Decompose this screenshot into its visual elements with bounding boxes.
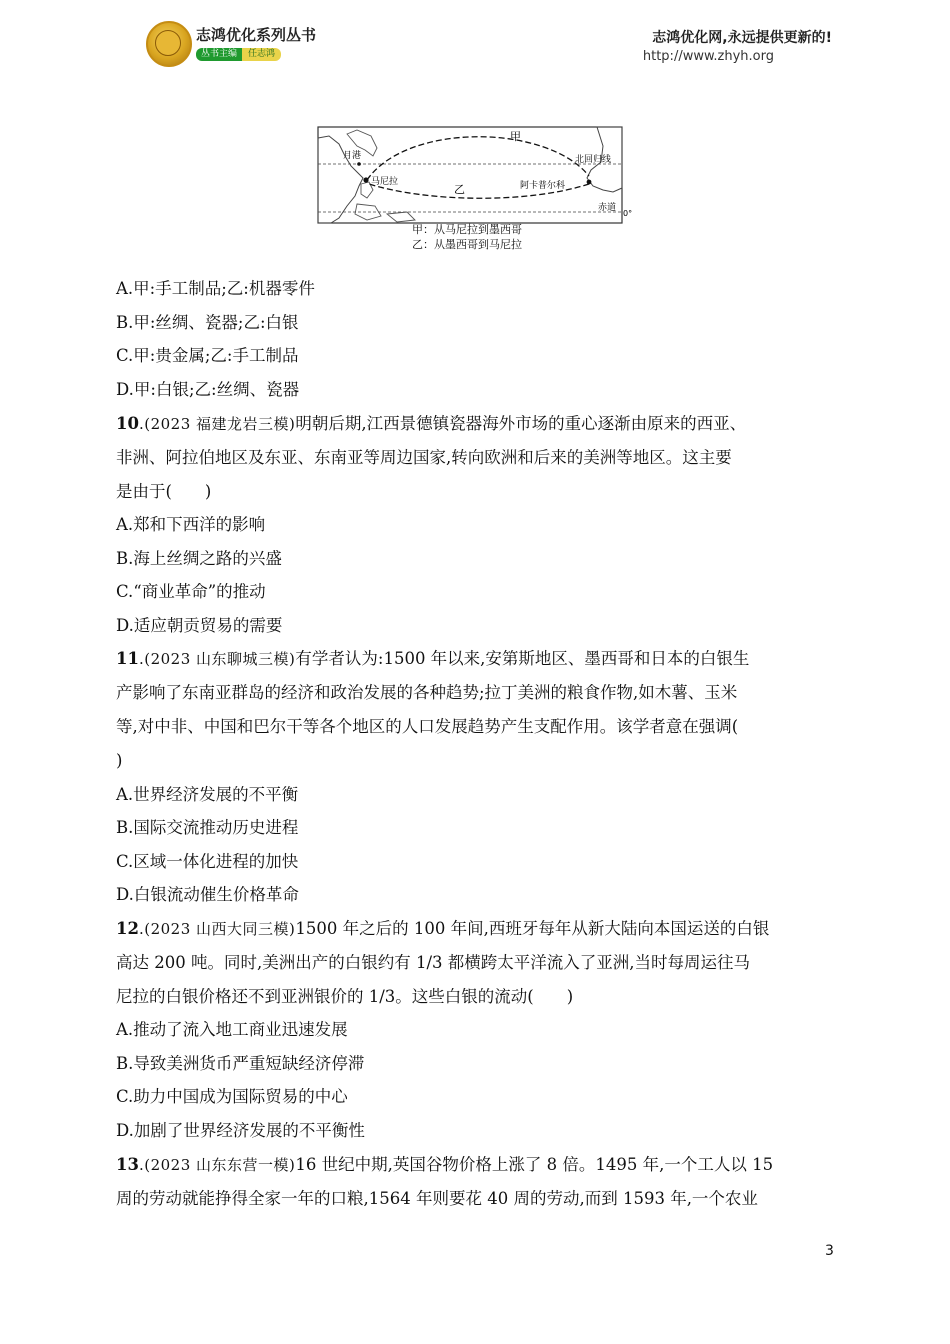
q13-stem-line-2: 周的劳动就能挣得全家一年的口粮,1564 年则要花 40 周的劳动,而到 1593 年,一个农业 xyxy=(116,1189,758,1208)
q12-option-d: D.加剧了世界经济发展的不平衡性 xyxy=(116,1121,365,1140)
q11-stem-line-1 xyxy=(116,647,749,671)
editor-name: 任志鸿 xyxy=(242,48,281,61)
q10-stem-line-3: 是由于( ) xyxy=(116,482,212,501)
q12-stem-line-3: 尼拉的白银价格还不到亚洲银价的 1/3。这些白银的流动( ) xyxy=(116,987,574,1006)
q13-source: .(2023 山东东营一模) xyxy=(138,1156,296,1174)
q12-option-c: C.助力中国成为国际贸易的中心 xyxy=(116,1087,348,1106)
caption-jia: 甲：从马尼拉到墨西哥 xyxy=(412,223,522,236)
q11-stem-text-1: 有学者认为:1500 年以来,安第斯地区、墨西哥和日本的白银生 xyxy=(295,649,750,668)
label-manila: 马尼拉 xyxy=(371,177,399,187)
q12-stem-line-1 xyxy=(116,917,769,941)
q12-option-a: A.推动了流入地工商业迅速发展 xyxy=(116,1020,348,1039)
q10-option-c: C.“商业革命”的推动 xyxy=(116,582,266,601)
header-slogan: 志鸿优化网,永远提供更新的! xyxy=(652,30,832,46)
q12-source: .(2023 山西大同三模) xyxy=(138,920,296,938)
editor-tag xyxy=(196,48,281,61)
q10-option-b: B.海上丝绸之路的兴盛 xyxy=(116,549,282,568)
map-caption xyxy=(412,222,522,252)
caption-yi: 乙：从墨西哥到马尼拉 xyxy=(412,238,522,251)
q11-stem-line-3: 等,对中非、中国和巴尔干等各个地区的人口发展趋势产生支配作用。该学者意在强调( xyxy=(116,717,739,736)
page-number: 3 xyxy=(825,1243,834,1259)
trade-route-map xyxy=(317,126,633,226)
q13-stem-text-1: 16 世纪中期,英国谷物价格上涨了 8 倍。1495 年,一个工人以 15 xyxy=(295,1155,774,1174)
label-zero-degree: 0° xyxy=(623,209,633,218)
q10-number: 10 xyxy=(116,414,139,433)
q12-stem-text-1: 1500 年之后的 100 年间,西班牙每年从新大陆向本国运送的白银 xyxy=(295,919,770,938)
q10-option-a: A.郑和下西洋的影响 xyxy=(116,515,266,534)
label-acapulco: 阿卡普尔科 xyxy=(520,181,566,191)
port-manila-dot xyxy=(363,177,368,182)
label-equator: 赤道 xyxy=(598,203,617,213)
page-header xyxy=(0,0,950,80)
q10-option-d: D.适应朝贡贸易的需要 xyxy=(116,616,283,635)
header-url[interactable]: http://www.zhyh.org xyxy=(642,49,774,64)
q11-stem-line-2: 产影响了东南亚群岛的经济和政治发展的各种趋势;拉丁美洲的粮食作物,如木薯、玉米 xyxy=(116,683,738,702)
q10-source: .(2023 福建龙岩三模) xyxy=(138,415,296,433)
q12-stem-line-2: 高达 200 吨。同时,美洲出产的白银约有 1/3 都横跨太平洋流入了亚洲,当时每周运往马 xyxy=(116,953,751,972)
q11-option-c: C.区域一体化进程的加快 xyxy=(116,852,299,871)
q11-option-b: B.国际交流推动历史进程 xyxy=(116,818,299,837)
q10-stem-line-2: 非洲、阿拉伯地区及东亚、东南亚等周边国家,转向欧洲和后来的美洲等地区。这主要 xyxy=(116,448,732,467)
q9-option-a: A.甲:手工制品;乙:机器零件 xyxy=(116,279,315,298)
q12-number: 12 xyxy=(116,919,139,938)
port-yuegang-dot xyxy=(357,162,361,166)
q13-number: 13 xyxy=(116,1155,139,1174)
q9-option-b: B.甲:丝绸、瓷器;乙:白银 xyxy=(116,313,299,332)
q12-option-b: B.导致美洲货币严重短缺经济停滞 xyxy=(116,1054,365,1073)
label-yuegang: 月港 xyxy=(343,151,362,161)
q11-stem-line-4: ) xyxy=(116,751,123,770)
q11-source: .(2023 山东聊城三模) xyxy=(138,650,296,668)
series-title: 志鸿优化系列丛书 xyxy=(196,26,317,44)
q11-option-d: D.白银流动催生价格革命 xyxy=(116,885,299,904)
q11-option-a: A.世界经济发展的不平衡 xyxy=(116,785,299,804)
series-logo-icon xyxy=(146,21,192,67)
label-tropic: 北回归线 xyxy=(575,155,612,165)
port-acapulco-dot xyxy=(587,180,592,185)
q10-stem-text-1: 明朝后期,江西景德镇瓷器海外市场的重心逐渐由原来的西亚、 xyxy=(295,414,747,433)
q10-stem-line-1 xyxy=(116,412,746,436)
label-jia: 甲 xyxy=(510,130,521,143)
q9-option-d: D.甲:白银;乙:丝绸、瓷器 xyxy=(116,380,300,399)
label-yi: 乙 xyxy=(454,183,465,196)
q13-stem-line-1 xyxy=(116,1153,773,1177)
editor-label: 丛书主编 xyxy=(196,48,242,61)
map-frame xyxy=(318,127,622,223)
q9-option-c: C.甲:贵金属;乙:手工制品 xyxy=(116,346,299,365)
q11-number: 11 xyxy=(116,649,139,668)
